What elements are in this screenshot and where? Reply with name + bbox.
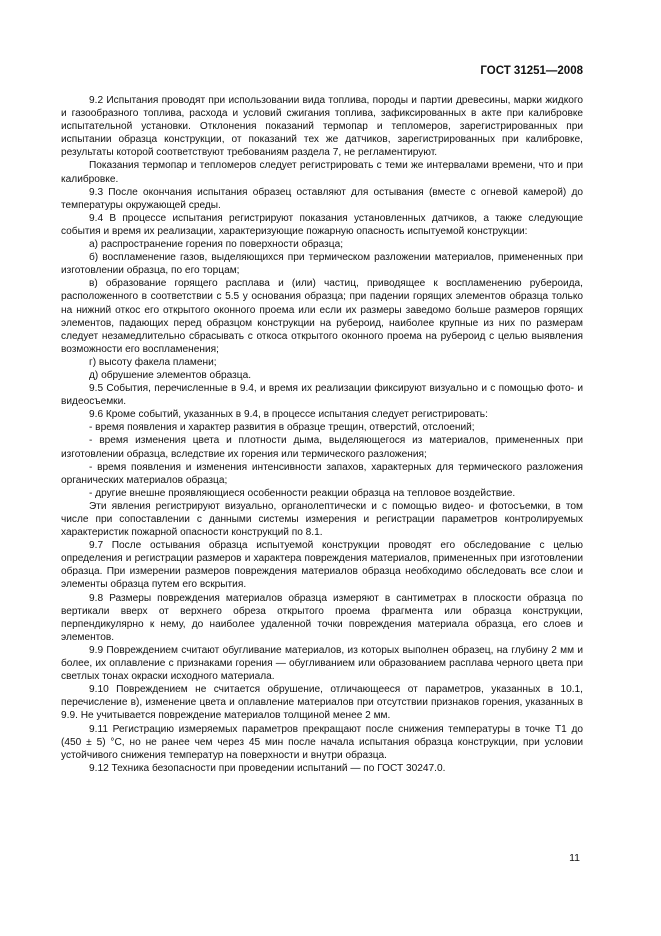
paragraph: 9.7 После остывания образца испытуемой конструкции проводят его обследование с целью определения и регистрации размеров и характера повреждения материалов, примененных при изготовлении образца. При измерении размеров повреждения материалов образца необходимо обследовать все слои и элементы образца путем его вскрытия. — [61, 540, 583, 591]
paragraph: 9.10 Повреждением не считается обрушение, отличающееся от параметров, указанных в 10.1, перечисление в), изменение цвета и оплавление материалов при отсутствии признаков горения, указанных в 9.9. Не учитывается повреждение материалов толщиной менее 2 мм. — [61, 684, 583, 722]
paragraph: 9.5 События, перечисленные в 9.4, и время их реализации фиксируют визуально и с помощью фото- и видеосъемки. — [61, 383, 583, 408]
list-item: г) высоту факела пламени; — [89, 356, 217, 368]
list-item: а) распространение горения по поверхности образца; — [89, 239, 344, 251]
paragraph: 9.2 Испытания проводят при использовании вида топлива, породы и партии древесины, марки жидкого и газообразного топлива, расхода и условий сжигания топлива, зафиксированных в акте при калибровке испытательной установки. Отклонения показаний термопар и тепломеров, зарегистрированных при испытании образца конструкции, от показаний тех же датчиков, зарегистрированных при калибровке, результаты которой соответствуют требованиям раздела 7, не регламентируют. — [61, 95, 583, 159]
list-item: д) обрушение элементов образца. — [89, 369, 252, 381]
list-item: - время появления и изменения интенсивности запахов, характерных для термического разложения органических материалов образца; — [61, 461, 583, 486]
paragraph: Показания термопар и тепломеров следует регистрировать с теми же интервалами времени, что и при калибровке. — [61, 160, 583, 185]
paragraph: 9.12 Техника безопасности при проведении испытаний — по ГОСТ 30247.0. — [89, 762, 446, 774]
document-body — [61, 94, 583, 775]
page-number: 11 — [569, 852, 580, 864]
paragraph: 9.4 В процессе испытания регистрируют показания установленных датчиков, а также следующие события и время их реализации, характеризующие пожарную опасность испытуемой конструкции: — [61, 212, 583, 237]
paragraph: 9.9 Повреждением считают обугливание материалов, из которых выполнен образец, на глубину 2 мм и более, их оплавление с признаками горения — обугливанием или образованием расплава черного цвета при светлых тонах окраски исходного материала. — [61, 644, 583, 683]
list-item: - время появления и характер развития в образце трещин, отверстий, отслоений; — [89, 422, 475, 434]
document-code: ГОСТ 31251—2008 — [480, 65, 583, 77]
paragraph: Эти явления регистрируют визуально, органолептически и с помощью видео- и фотосъемки, в том числе при сопоставлении с данными системы измерения и регистрации параметров контролируемых характеристик пожарной опасности конструкций по 8.1. — [61, 500, 583, 539]
list-item: в) образование горящего расплава и (или) частиц, приводящее к воспламенению рубероида, расположенного в соответствии с 5.5 у основания образца; при падении горящих элементов образца только на нижний откос его открытого оконного проема или если их размеры заведомо больше размеров горящих элементов, падающих перед образцом конструкции на рубероид, наиболее крупные из них по размерам следует незамедлительно сбрасывать с откоса открытого оконного проема на рубероид с целью выявления возможности его воспламенения; — [61, 278, 583, 355]
list-item: - время изменения цвета и плотности дыма, выделяющегося из материалов, примененных при изготовлении образца, вследствие их горения или термического разложения; — [61, 435, 583, 460]
paragraph: 9.11 Регистрацию измеряемых параметров прекращают после снижения температуры в точке Т1 до (450 ± 5) °С, но не ранее чем через 45 мин после начала испытания образца конструкции, при условии устойчивого снижения температур на поверхности и внутри образца. — [61, 723, 583, 761]
paragraph: 9.3 После окончания испытания образец оставляют для остывания (вместе с огневой камерой) до температуры окружающей среды. — [61, 186, 583, 211]
paragraph: 9.6 Кроме событий, указанных в 9.4, в процессе испытания следует регистрировать: — [89, 409, 488, 421]
list-item: б) воспламенение газов, выделяющихся при термическом разложении материалов, примененных при изготовлении образца, по его торцам; — [61, 252, 583, 277]
paragraph: 9.8 Размеры повреждения материалов образца измеряют в сантиметрах в плоскости образца по вертикали вверх от верхнего обреза открытого проема фрагмента или образца конструкции, перпендикулярно к нему, до наиболее удаленной точки повреждения материала образца, его слоев и элементов. — [61, 592, 583, 643]
list-item: - другие внешне проявляющиеся особенности реакции образца на тепловое воздействие. — [89, 487, 516, 499]
